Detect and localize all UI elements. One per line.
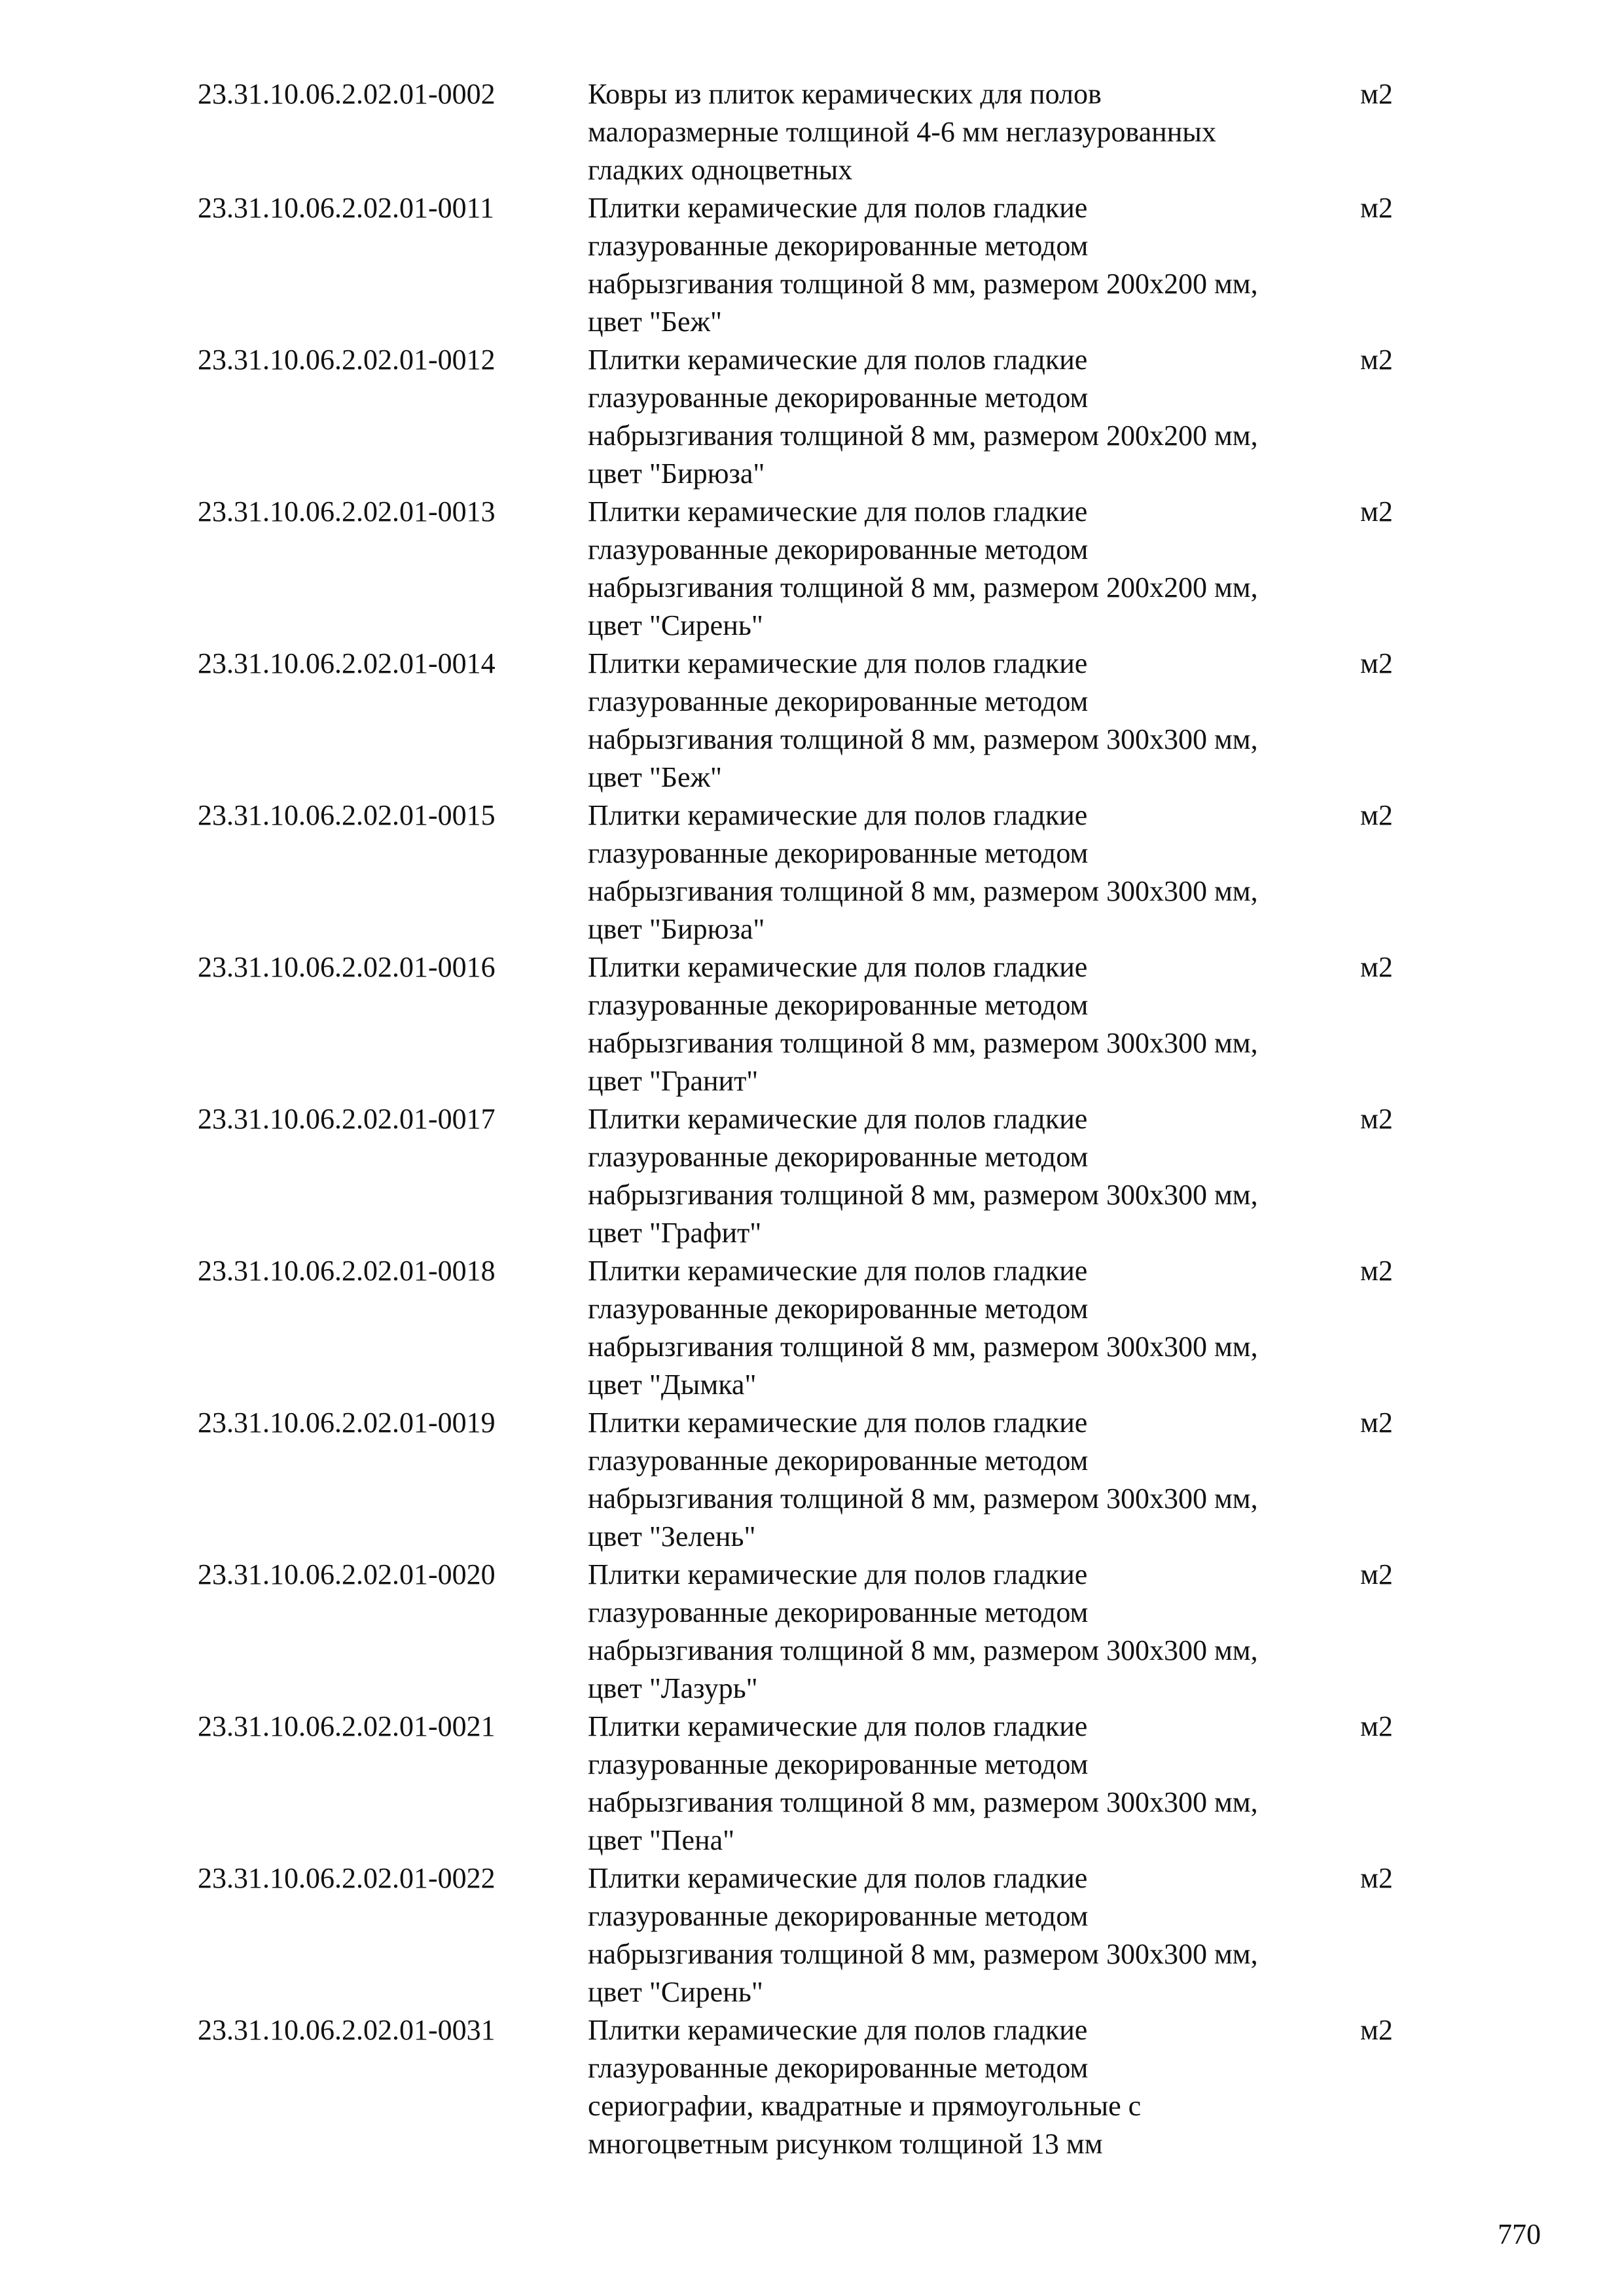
unit-of-measure: м2 [1360, 78, 1393, 110]
unit-of-measure: м2 [1360, 1710, 1393, 1742]
resource-name-line: многоцветным рисунком толщиной 13 мм [588, 2128, 1103, 2160]
table-row [198, 189, 1441, 341]
resource-name-line: Плитки керамические для полов гладкие [588, 951, 1088, 983]
resource-name-line: глазурованные декорированные методом [588, 1748, 1089, 1780]
resource-name [588, 1252, 1360, 1404]
price-list-table [198, 75, 1441, 2163]
resource-name-line: глазурованные декорированные методом [588, 230, 1089, 262]
resource-name-line: набрызгивания толщиной 8 мм, размером 300х300 мм, [588, 1938, 1258, 1970]
unit-of-measure: м2 [1360, 1558, 1393, 1590]
table-row [198, 948, 1441, 1100]
table-row [198, 493, 1441, 645]
unit-of-measure: м2 [1360, 495, 1393, 528]
resource-name-line: Плитки керамические для полов гладкие [588, 799, 1088, 831]
resource-name-line: набрызгивания толщиной 8 мм, размером 300х300 мм, [588, 1331, 1258, 1363]
resource-name-line: Плитки керамические для полов гладкие [588, 1255, 1088, 1287]
resource-name-line: Плитки керамические для полов гладкие [588, 2014, 1088, 2046]
resource-name-line: цвет "Сирень" [588, 609, 763, 641]
resource-name [588, 1859, 1360, 2011]
resource-name [588, 75, 1360, 189]
unit-of-measure: м2 [1360, 799, 1393, 831]
resource-name-line: глазурованные декорированные методом [588, 685, 1089, 717]
resource-name-line: Плитки керамические для полов гладкие [588, 1407, 1088, 1439]
resource-name-line: Плитки керамические для полов гладкие [588, 647, 1088, 679]
resource-name-line: цвет "Пена" [588, 1824, 735, 1856]
resource-name-line: набрызгивания толщиной 8 мм, размером 300х300 мм, [588, 875, 1258, 907]
resource-name-line: цвет "Сирень" [588, 1976, 763, 2008]
resource-name-line: Плитки керамические для полов гладкие [588, 192, 1088, 224]
resource-name-line: Плитки керамические для полов гладкие [588, 1103, 1088, 1135]
resource-name-line: глазурованные декорированные методом [588, 1444, 1089, 1477]
resource-name-line: цвет "Гранит" [588, 1065, 759, 1097]
unit-of-measure: м2 [1360, 1407, 1393, 1439]
resource-name [588, 1556, 1360, 1708]
resource-name [588, 2011, 1360, 2163]
resource-name-line: Ковры из плиток керамических для полов [588, 78, 1102, 110]
resource-code: 23.31.10.06.2.02.01-0018 [198, 1255, 496, 1287]
resource-name-line: глазурованные декорированные методом [588, 2052, 1089, 2084]
resource-name-line: сериографии, квадратные и прямоугольные с [588, 2090, 1142, 2122]
resource-name-line: Плитки керамические для полов гладкие [588, 495, 1088, 528]
table-row [198, 1556, 1441, 1708]
resource-name [588, 1404, 1360, 1556]
resource-name-line: набрызгивания толщиной 8 мм, размером 300х300 мм, [588, 1027, 1258, 1059]
table-row [198, 1708, 1441, 1859]
resource-name-line: цвет "Бирюза" [588, 913, 765, 945]
resource-code: 23.31.10.06.2.02.01-0011 [198, 192, 495, 224]
resource-name-line: набрызгивания толщиной 8 мм, размером 300х300 мм, [588, 723, 1258, 755]
resource-code: 23.31.10.06.2.02.01-0012 [198, 344, 496, 376]
table-row [198, 341, 1441, 493]
page-number: 770 [1498, 2218, 1541, 2250]
resource-code: 23.31.10.06.2.02.01-0016 [198, 951, 496, 983]
resource-name [588, 1708, 1360, 1859]
resource-code: 23.31.10.06.2.02.01-0013 [198, 495, 496, 528]
resource-name-line: глазурованные декорированные методом [588, 382, 1089, 414]
resource-name-line: набрызгивания толщиной 8 мм, размером 300х300 мм, [588, 1482, 1258, 1515]
resource-name-line: глазурованные декорированные методом [588, 837, 1089, 869]
resource-name-line: глазурованные декорированные методом [588, 1596, 1089, 1628]
resource-code: 23.31.10.06.2.02.01-0019 [198, 1407, 496, 1439]
resource-code: 23.31.10.06.2.02.01-0022 [198, 1862, 496, 1894]
resource-name [588, 189, 1360, 341]
resource-code: 23.31.10.06.2.02.01-0015 [198, 799, 496, 831]
resource-code: 23.31.10.06.2.02.01-0031 [198, 2014, 496, 2046]
resource-name-line: глазурованные декорированные методом [588, 533, 1089, 565]
resource-code: 23.31.10.06.2.02.01-0020 [198, 1558, 496, 1590]
resource-name-line: цвет "Беж" [588, 306, 722, 338]
table-row [198, 645, 1441, 797]
unit-of-measure: м2 [1360, 2014, 1393, 2046]
resource-name-line: Плитки керамические для полов гладкие [588, 1862, 1088, 1894]
resource-name-line: глазурованные декорированные методом [588, 1900, 1089, 1932]
table-row [198, 75, 1441, 189]
resource-name [588, 1100, 1360, 1252]
resource-name-line: гладких одноцветных [588, 154, 853, 186]
resource-name-line: глазурованные декорированные методом [588, 1141, 1089, 1173]
table-row [198, 1859, 1441, 2011]
resource-name-line: цвет "Лазурь" [588, 1672, 758, 1704]
resource-name-line: набрызгивания толщиной 8 мм, размером 200х200 мм, [588, 268, 1258, 300]
resource-name-line: Плитки керамические для полов гладкие [588, 1558, 1088, 1590]
unit-of-measure: м2 [1360, 192, 1393, 224]
resource-name-line: цвет "Графит" [588, 1217, 762, 1249]
resource-name-line: цвет "Дымка" [588, 1369, 757, 1401]
unit-of-measure: м2 [1360, 647, 1393, 679]
table-row [198, 797, 1441, 948]
resource-name-line: цвет "Бирюза" [588, 457, 765, 490]
resource-code: 23.31.10.06.2.02.01-0014 [198, 647, 496, 679]
resource-name-line: глазурованные декорированные методом [588, 1293, 1089, 1325]
resource-name [588, 493, 1360, 645]
resource-code: 23.31.10.06.2.02.01-0021 [198, 1710, 496, 1742]
resource-code: 23.31.10.06.2.02.01-0002 [198, 78, 496, 110]
unit-of-measure: м2 [1360, 1103, 1393, 1135]
resource-name-line: набрызгивания толщиной 8 мм, размером 300х300 мм, [588, 1634, 1258, 1666]
unit-of-measure: м2 [1360, 344, 1393, 376]
table-row [198, 1404, 1441, 1556]
table-row [198, 1100, 1441, 1252]
resource-code: 23.31.10.06.2.02.01-0017 [198, 1103, 496, 1135]
resource-name-line: малоразмерные толщиной 4-6 мм неглазурованных [588, 116, 1216, 148]
resource-name-line: цвет "Зелень" [588, 1520, 756, 1552]
resource-name-line: цвет "Беж" [588, 761, 722, 793]
resource-name [588, 797, 1360, 948]
resource-name-line: набрызгивания толщиной 8 мм, размером 200х200 мм, [588, 420, 1258, 452]
resource-name [588, 341, 1360, 493]
resource-name-line: набрызгивания толщиной 8 мм, размером 300х300 мм, [588, 1786, 1258, 1818]
resource-name [588, 645, 1360, 797]
resource-name-line: набрызгивания толщиной 8 мм, размером 300х300 мм, [588, 1179, 1258, 1211]
unit-of-measure: м2 [1360, 1862, 1393, 1894]
resource-name-line: глазурованные декорированные методом [588, 989, 1089, 1021]
resource-name [588, 948, 1360, 1100]
table-row [198, 1252, 1441, 1404]
unit-of-measure: м2 [1360, 951, 1393, 983]
resource-name-line: Плитки керамические для полов гладкие [588, 1710, 1088, 1742]
resource-name-line: набрызгивания толщиной 8 мм, размером 200х200 мм, [588, 571, 1258, 603]
table-row [198, 2011, 1441, 2163]
resource-name-line: Плитки керамические для полов гладкие [588, 344, 1088, 376]
unit-of-measure: м2 [1360, 1255, 1393, 1287]
